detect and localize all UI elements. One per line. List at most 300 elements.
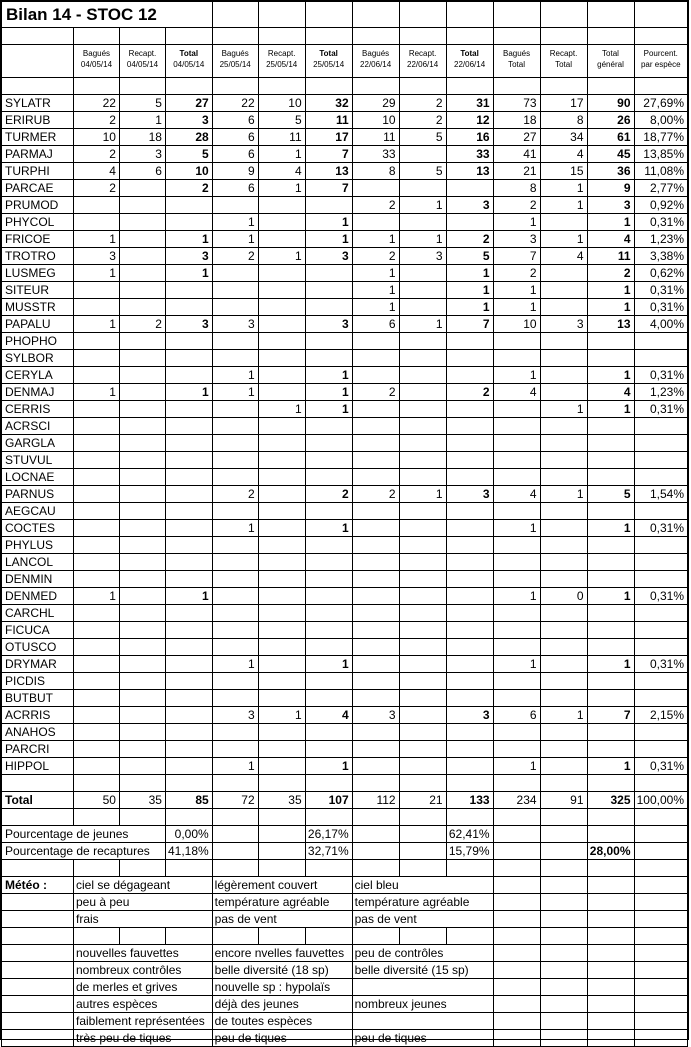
value-cell xyxy=(119,197,165,214)
value-cell: 21 xyxy=(493,163,540,180)
value-cell: 1 xyxy=(258,401,305,418)
value-cell xyxy=(73,299,119,316)
value-cell xyxy=(446,350,493,367)
value-cell xyxy=(119,520,165,537)
value-cell: 1 xyxy=(493,214,540,231)
value-cell: 1 xyxy=(258,180,305,197)
value-cell: 3 xyxy=(587,197,634,214)
column-header-sublabel: 25/05/14 xyxy=(313,60,345,69)
value-cell xyxy=(587,571,634,588)
value-cell xyxy=(165,282,212,299)
empty-cell xyxy=(540,996,587,1013)
value-cell: 1 xyxy=(212,384,258,401)
empty-cell xyxy=(2,775,74,792)
value-cell xyxy=(119,639,165,656)
value-cell xyxy=(540,741,587,758)
empty-cell xyxy=(305,78,352,95)
value-cell: 1 xyxy=(587,758,634,775)
value-cell xyxy=(165,486,212,503)
value-cell xyxy=(212,435,258,452)
value-cell xyxy=(73,758,119,775)
value-cell xyxy=(305,452,352,469)
empty-cell xyxy=(2,894,74,911)
value-cell xyxy=(634,741,688,758)
empty-cell xyxy=(352,928,399,945)
value-cell: 13 xyxy=(446,163,493,180)
value-cell: 13 xyxy=(587,316,634,333)
empty-cell xyxy=(540,1030,587,1047)
total-cell: 91 xyxy=(540,792,587,809)
value-cell: 1 xyxy=(212,656,258,673)
species-code: GARGLA xyxy=(2,435,74,452)
value-cell xyxy=(305,588,352,605)
species-code: ACRSCI xyxy=(2,418,74,435)
value-cell xyxy=(73,690,119,707)
value-cell xyxy=(119,605,165,622)
pct-recaptures-row xyxy=(2,843,688,860)
empty-cell xyxy=(2,962,74,979)
value-cell: 22 xyxy=(73,95,119,112)
species-code: MUSSTR xyxy=(2,299,74,316)
value-cell xyxy=(540,367,587,384)
value-cell: 1 xyxy=(258,248,305,265)
value-cell xyxy=(587,418,634,435)
value-cell xyxy=(258,724,305,741)
value-cell: 2 xyxy=(165,180,212,197)
value-cell xyxy=(587,690,634,707)
value-cell: 90 xyxy=(587,95,634,112)
value-cell xyxy=(73,724,119,741)
value-cell: 1 xyxy=(493,282,540,299)
empty-cell xyxy=(2,996,74,1013)
value-cell xyxy=(305,197,352,214)
value-cell: 5 xyxy=(119,95,165,112)
value-cell: 1 xyxy=(493,299,540,316)
value-cell xyxy=(258,231,305,248)
value-cell: 1 xyxy=(212,231,258,248)
empty-cell xyxy=(352,809,399,826)
value-cell: 1 xyxy=(305,231,352,248)
value-cell xyxy=(446,452,493,469)
species-row xyxy=(2,605,688,622)
empty-cell xyxy=(305,928,352,945)
column-header xyxy=(587,45,634,78)
value-cell: 1 xyxy=(165,588,212,605)
value-cell xyxy=(165,503,212,520)
empty-cell xyxy=(493,809,540,826)
species-row xyxy=(2,554,688,571)
value-cell: 0,92% xyxy=(634,197,688,214)
column-header-sublabel: Total xyxy=(555,60,572,69)
total-cell: 112 xyxy=(352,792,399,809)
empty-cell xyxy=(73,78,119,95)
value-cell: 33 xyxy=(446,146,493,163)
value-cell xyxy=(119,265,165,282)
empty-cell xyxy=(119,78,165,95)
value-cell: 34 xyxy=(540,129,587,146)
value-cell xyxy=(352,367,399,384)
value-cell xyxy=(493,605,540,622)
value-cell xyxy=(540,503,587,520)
value-cell: 0,31% xyxy=(634,282,688,299)
value-cell xyxy=(73,333,119,350)
empty-cell xyxy=(258,826,305,843)
title-row xyxy=(2,2,688,28)
value-cell: 1 xyxy=(540,486,587,503)
value-cell: 1 xyxy=(399,486,446,503)
value-cell: 2 xyxy=(493,265,540,282)
column-header-label: Total xyxy=(179,49,199,58)
value-cell: 1 xyxy=(119,112,165,129)
species-code: SYLATR xyxy=(2,95,74,112)
value-cell xyxy=(634,452,688,469)
empty-cell xyxy=(634,809,688,826)
empty-cell xyxy=(493,911,540,928)
value-cell xyxy=(305,724,352,741)
empty-cell xyxy=(119,775,165,792)
value-cell: 1 xyxy=(352,231,399,248)
value-cell: 0,31% xyxy=(634,656,688,673)
value-cell xyxy=(73,197,119,214)
species-row xyxy=(2,690,688,707)
value-cell xyxy=(165,622,212,639)
note-cell: pas de vent xyxy=(212,911,352,928)
value-cell xyxy=(540,656,587,673)
empty-cell xyxy=(587,860,634,877)
empty-cell xyxy=(258,78,305,95)
value-cell xyxy=(399,401,446,418)
value-cell: 1,23% xyxy=(634,384,688,401)
species-row xyxy=(2,129,688,146)
value-cell: 5 xyxy=(399,129,446,146)
value-cell: 1 xyxy=(258,146,305,163)
empty-cell xyxy=(540,775,587,792)
percentage-cell: 15,79% xyxy=(446,843,493,860)
value-cell xyxy=(493,503,540,520)
value-cell: 3 xyxy=(165,248,212,265)
value-cell xyxy=(540,622,587,639)
species-code: CERRIS xyxy=(2,401,74,418)
value-cell: 5 xyxy=(587,486,634,503)
value-cell xyxy=(165,571,212,588)
empty-cell xyxy=(258,928,305,945)
species-row xyxy=(2,469,688,486)
value-cell: 0,31% xyxy=(634,299,688,316)
value-cell xyxy=(587,435,634,452)
empty-cell xyxy=(212,826,258,843)
value-cell xyxy=(493,673,540,690)
meteo-row xyxy=(2,877,688,894)
value-cell xyxy=(73,741,119,758)
column-header-sublabel: 22/06/14 xyxy=(360,60,392,69)
value-cell: 3 xyxy=(352,707,399,724)
value-cell: 2 xyxy=(73,180,119,197)
value-cell: 11 xyxy=(352,129,399,146)
empty-cell xyxy=(258,809,305,826)
value-cell xyxy=(493,350,540,367)
value-cell: 1 xyxy=(587,367,634,384)
value-cell xyxy=(119,214,165,231)
value-cell xyxy=(399,333,446,350)
empty-cell xyxy=(540,78,587,95)
empty-cell xyxy=(2,945,74,962)
empty-cell xyxy=(2,1030,74,1047)
empty-cell xyxy=(634,1030,688,1047)
value-cell: 3 xyxy=(305,316,352,333)
note-cell: nouvelles fauvettes xyxy=(73,945,212,962)
species-row xyxy=(2,741,688,758)
empty-cell xyxy=(119,928,165,945)
percentage-label: Pourcentage de recaptures xyxy=(2,843,166,860)
column-header-label: Bagués xyxy=(362,49,390,58)
value-cell xyxy=(165,333,212,350)
empty-cell xyxy=(493,860,540,877)
value-cell xyxy=(352,554,399,571)
value-cell xyxy=(352,690,399,707)
value-cell xyxy=(119,248,165,265)
meteo-row xyxy=(2,894,688,911)
value-cell xyxy=(399,350,446,367)
value-cell xyxy=(540,350,587,367)
value-cell xyxy=(446,622,493,639)
total-cell: 35 xyxy=(258,792,305,809)
column-header xyxy=(119,45,165,78)
value-cell xyxy=(446,520,493,537)
empty-cell xyxy=(399,826,446,843)
note-cell: peu de tiques xyxy=(352,1030,493,1047)
value-cell: 1 xyxy=(540,707,587,724)
value-cell xyxy=(493,554,540,571)
value-cell xyxy=(305,690,352,707)
value-cell xyxy=(446,180,493,197)
species-row xyxy=(2,435,688,452)
empty-cell xyxy=(399,843,446,860)
empty-cell xyxy=(540,1013,587,1030)
value-cell: 8 xyxy=(540,112,587,129)
total-cell: 100,00% xyxy=(634,792,688,809)
value-cell: 2 xyxy=(305,486,352,503)
value-cell xyxy=(73,350,119,367)
empty-cell xyxy=(399,809,446,826)
value-cell xyxy=(352,571,399,588)
value-cell xyxy=(212,622,258,639)
empty-cell xyxy=(2,809,74,826)
value-cell xyxy=(352,469,399,486)
value-cell xyxy=(587,639,634,656)
value-cell: 2 xyxy=(73,146,119,163)
value-cell: 3 xyxy=(399,248,446,265)
value-cell: 1 xyxy=(446,265,493,282)
value-cell: 7 xyxy=(446,316,493,333)
value-cell xyxy=(165,197,212,214)
value-cell: 1 xyxy=(73,384,119,401)
value-cell xyxy=(399,758,446,775)
value-cell: 2 xyxy=(446,384,493,401)
total-row xyxy=(2,792,688,809)
value-cell: 1 xyxy=(305,214,352,231)
value-cell: 1 xyxy=(352,265,399,282)
value-cell: 11 xyxy=(258,129,305,146)
value-cell: 2 xyxy=(399,95,446,112)
value-cell: 45 xyxy=(587,146,634,163)
empty-cell xyxy=(540,962,587,979)
value-cell xyxy=(446,639,493,656)
header-corner xyxy=(2,45,74,78)
empty-cell xyxy=(540,894,587,911)
value-cell xyxy=(165,537,212,554)
value-cell xyxy=(212,401,258,418)
value-cell xyxy=(119,554,165,571)
species-code: BUTBUT xyxy=(2,690,74,707)
value-cell xyxy=(212,554,258,571)
value-cell xyxy=(212,537,258,554)
empty-cell xyxy=(540,911,587,928)
empty-cell xyxy=(165,78,212,95)
value-cell xyxy=(305,333,352,350)
species-code: LUSMEG xyxy=(2,265,74,282)
note-cell: légèrement couvert xyxy=(212,877,352,894)
value-cell xyxy=(540,384,587,401)
value-cell: 2 xyxy=(587,265,634,282)
species-code: DENMIN xyxy=(2,571,74,588)
value-cell xyxy=(634,673,688,690)
value-cell xyxy=(165,214,212,231)
value-cell: 1 xyxy=(540,180,587,197)
note-cell: ciel bleu xyxy=(352,877,493,894)
value-cell xyxy=(165,639,212,656)
note-cell: pas de vent xyxy=(352,911,493,928)
empty-cell xyxy=(634,962,688,979)
empty-cell xyxy=(634,860,688,877)
species-code: SYLBOR xyxy=(2,350,74,367)
value-cell xyxy=(258,469,305,486)
empty-cell xyxy=(305,860,352,877)
value-cell: 3 xyxy=(212,316,258,333)
value-cell xyxy=(258,571,305,588)
value-cell xyxy=(352,435,399,452)
value-cell: 1 xyxy=(540,231,587,248)
total-cell: 50 xyxy=(73,792,119,809)
value-cell: 11 xyxy=(587,248,634,265)
value-cell xyxy=(352,537,399,554)
value-cell xyxy=(540,435,587,452)
value-cell xyxy=(258,367,305,384)
value-cell xyxy=(446,367,493,384)
value-cell: 5 xyxy=(446,248,493,265)
value-cell xyxy=(540,282,587,299)
value-cell xyxy=(258,265,305,282)
value-cell xyxy=(305,469,352,486)
value-cell xyxy=(493,724,540,741)
column-header-sublabel: 04/05/14 xyxy=(126,60,159,69)
empty-cell xyxy=(634,979,688,996)
note-cell: belle diversité (15 sp) xyxy=(352,962,493,979)
value-cell: 4,00% xyxy=(634,316,688,333)
value-cell xyxy=(446,435,493,452)
sheet-title: Bilan 14 - STOC 12 xyxy=(2,2,213,28)
empty-cell xyxy=(399,860,446,877)
value-cell xyxy=(399,180,446,197)
species-row xyxy=(2,724,688,741)
value-cell xyxy=(119,333,165,350)
empty-cell xyxy=(587,911,634,928)
column-header xyxy=(540,45,587,78)
value-cell xyxy=(212,299,258,316)
value-cell xyxy=(73,554,119,571)
value-cell xyxy=(399,690,446,707)
value-cell xyxy=(399,469,446,486)
value-cell xyxy=(73,520,119,537)
spacer-row xyxy=(2,775,688,792)
species-code: LANCOL xyxy=(2,554,74,571)
value-cell xyxy=(119,571,165,588)
value-cell xyxy=(258,554,305,571)
value-cell xyxy=(305,265,352,282)
value-cell: 41 xyxy=(493,146,540,163)
value-cell xyxy=(305,435,352,452)
species-code: SITEUR xyxy=(2,282,74,299)
note-cell: de merles et grives xyxy=(73,979,212,996)
empty-cell xyxy=(587,928,634,945)
empty-cell xyxy=(352,843,399,860)
value-cell xyxy=(446,690,493,707)
species-code: LOCNAE xyxy=(2,469,74,486)
species-row xyxy=(2,707,688,724)
value-cell xyxy=(165,435,212,452)
empty-cell xyxy=(119,809,165,826)
spacer-row xyxy=(2,860,688,877)
value-cell xyxy=(399,724,446,741)
empty-cell xyxy=(212,860,258,877)
value-cell xyxy=(119,758,165,775)
empty-cell xyxy=(73,775,119,792)
species-code: DRYMAR xyxy=(2,656,74,673)
value-cell: 18 xyxy=(493,112,540,129)
value-cell: 1 xyxy=(587,282,634,299)
value-cell: 1 xyxy=(399,316,446,333)
empty-cell xyxy=(634,78,688,95)
value-cell xyxy=(305,350,352,367)
species-row xyxy=(2,95,688,112)
value-cell xyxy=(119,367,165,384)
value-cell: 3 xyxy=(212,707,258,724)
empty-cell xyxy=(165,775,212,792)
value-cell xyxy=(493,571,540,588)
percentage-cell: 32,71% xyxy=(305,843,352,860)
species-row xyxy=(2,214,688,231)
empty-cell xyxy=(587,945,634,962)
value-cell xyxy=(258,690,305,707)
value-cell xyxy=(165,418,212,435)
value-cell: 10 xyxy=(258,95,305,112)
value-cell xyxy=(587,350,634,367)
value-cell xyxy=(587,333,634,350)
species-code: AEGCAU xyxy=(2,503,74,520)
value-cell xyxy=(399,622,446,639)
empty-cell xyxy=(540,809,587,826)
empty-cell xyxy=(493,877,540,894)
value-cell xyxy=(493,639,540,656)
value-cell xyxy=(212,469,258,486)
value-cell: 7 xyxy=(305,146,352,163)
value-cell: 22 xyxy=(212,95,258,112)
empty-cell xyxy=(540,826,587,843)
value-cell xyxy=(212,639,258,656)
value-cell xyxy=(540,639,587,656)
value-cell xyxy=(305,571,352,588)
note-cell: température agréable xyxy=(352,894,493,911)
value-cell xyxy=(352,724,399,741)
